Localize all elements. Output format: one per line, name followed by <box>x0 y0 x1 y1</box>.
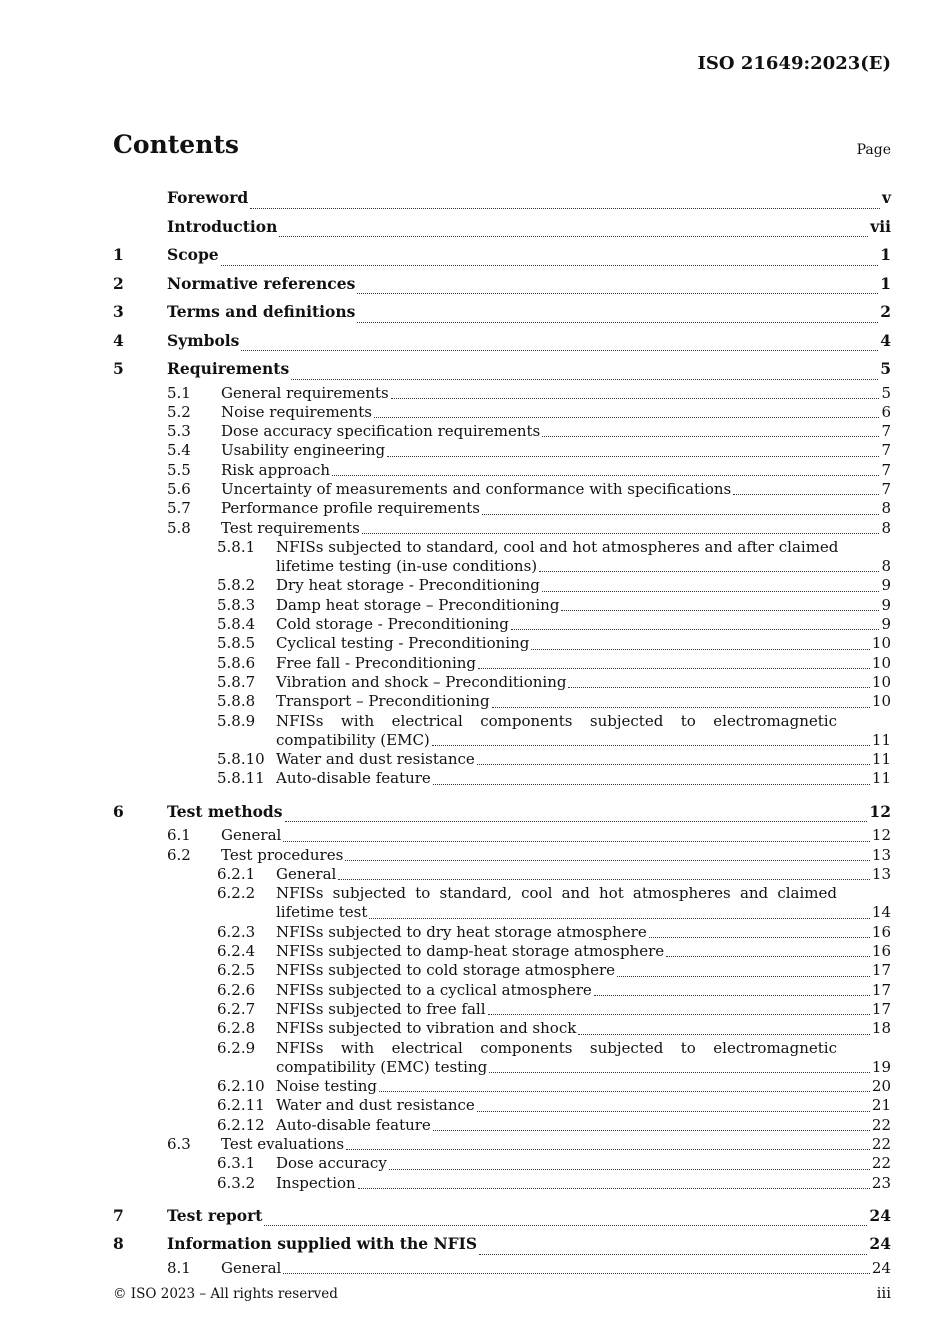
toc-entry-number: 6.3.2 <box>217 1173 256 1192</box>
toc-entry-number: 6.2.3 <box>217 922 256 941</box>
toc-entry-number: 3 <box>113 302 124 321</box>
toc-entry[interactable] <box>113 241 891 270</box>
toc-entry-title: Information supplied with the NFIS <box>167 1234 478 1254</box>
toc-entry-title: NFISs subjected to dry heat storage atmosphere <box>276 922 647 941</box>
toc-entry-page: 11 <box>871 769 891 788</box>
document-id: ISO 21649:2023(E) <box>697 53 891 74</box>
toc-entry-page: 7 <box>881 479 891 498</box>
toc-entry-number: 1 <box>113 245 124 264</box>
toc-entry[interactable] <box>113 461 891 480</box>
toc-entry[interactable] <box>113 1230 891 1259</box>
toc-entry-title: Uncertainty of measurements and conformance with specifications <box>221 479 732 498</box>
toc-entry-title: Normative references <box>167 273 356 293</box>
toc-entry-title: Symbols <box>167 330 240 350</box>
toc-entry[interactable] <box>113 1259 891 1278</box>
toc-entry[interactable] <box>113 270 891 299</box>
toc-entry-title: NFISs subjected to a cyclical atmosphere <box>276 980 592 999</box>
toc-entry-title: Scope <box>167 245 219 264</box>
toc-entry-title: Risk approach <box>221 460 330 479</box>
toc-entry-title: General requirements <box>221 383 389 402</box>
dot-leader <box>489 1071 870 1073</box>
toc-entry-page: 8 <box>881 557 891 576</box>
toc-entry-title: NFISs subjected to standard, cool and hot atmospheres and claimed <box>276 884 837 903</box>
toc-entry-page: 17 <box>871 980 891 999</box>
dot-leader <box>379 1090 870 1092</box>
dot-leader <box>511 628 880 630</box>
toc-entry-title: Foreword <box>167 188 249 207</box>
toc-entry-title: Performance profile requirements <box>221 499 480 518</box>
toc-entry-number: 5.7 <box>167 499 191 518</box>
toc-entry-number: 5.8.1 <box>217 537 256 556</box>
toc-entry[interactable] <box>113 1019 891 1038</box>
toc-entry-page: 7 <box>881 441 891 460</box>
toc-entry-number: 5.8.8 <box>217 692 256 711</box>
toc-entry-title: Vibration and shock – Preconditioning <box>276 672 567 691</box>
toc-entry-number: 6.1 <box>167 826 191 845</box>
toc-entry-page: 14 <box>871 903 891 922</box>
toc-entry[interactable] <box>113 1096 891 1115</box>
toc-entry-page: 24 <box>869 1205 891 1225</box>
toc-entry-number: 6.2.9 <box>217 1038 256 1057</box>
toc-entry[interactable] <box>113 1077 891 1096</box>
toc-entry[interactable] <box>113 923 891 942</box>
toc-entry-title: NFISs with electrical components subjected to electromagnetic <box>276 1038 837 1057</box>
toc-entry-title: Auto-disable feature <box>276 1115 431 1134</box>
toc-entry-title: Dose accuracy <box>276 1154 387 1173</box>
dot-leader <box>488 1013 870 1015</box>
toc-entry-title: General <box>221 826 282 845</box>
toc-entry-page: 4 <box>880 330 891 350</box>
dot-leader <box>594 994 870 996</box>
toc-entry-title: NFISs subjected to vibration and shock <box>276 1019 577 1038</box>
toc-entry[interactable] <box>113 615 891 634</box>
toc-entry-page: 13 <box>871 845 891 864</box>
toc-entry-page: 5 <box>880 359 891 378</box>
toc-entry-number: 6.2.11 <box>217 1096 265 1115</box>
toc-entry[interactable] <box>113 942 891 961</box>
dot-leader <box>433 783 870 785</box>
toc-entry-number: 6.2.10 <box>217 1077 265 1096</box>
dot-leader <box>482 513 879 515</box>
toc-entry-title-continued: lifetime testing (in-use conditions) <box>276 557 538 576</box>
toc-entry[interactable] <box>113 384 891 403</box>
dot-leader <box>358 1187 870 1189</box>
toc-entry[interactable] <box>113 499 891 518</box>
toc-entry-page: vii <box>870 216 891 236</box>
toc-entry-number: 6.2.5 <box>217 961 256 980</box>
toc-entry-title-continued: compatibility (EMC) testing <box>276 1057 488 1076</box>
toc-entry-page: 2 <box>880 302 891 321</box>
toc-entry-title: Water and dust resistance <box>276 1096 475 1115</box>
toc-entry-title: NFISs subjected to free fall <box>276 999 486 1018</box>
toc-entry-number: 8 <box>113 1234 124 1254</box>
toc-entry-title: Free fall - Preconditioning <box>276 653 477 672</box>
toc-entry-page: 16 <box>871 922 891 941</box>
dot-leader <box>531 648 870 650</box>
toc-entry-page: 19 <box>871 1057 891 1076</box>
toc-entry-number: 5.8.4 <box>217 615 256 634</box>
toc-entry-page: 11 <box>871 730 891 749</box>
toc-entry-title: NFISs subjected to standard, cool and hot atmospheres and after claimed <box>276 537 839 556</box>
toc-entry[interactable] <box>113 826 891 845</box>
toc-entry-title: Test procedures <box>221 845 344 864</box>
toc-entry-page: 7 <box>881 460 891 479</box>
dot-leader <box>221 264 879 266</box>
toc-entry-page: 18 <box>871 1019 891 1038</box>
toc-entry-page: 9 <box>881 576 891 595</box>
toc-entry-number: 5.2 <box>167 402 191 421</box>
toc-entry[interactable] <box>113 961 891 980</box>
toc-entry-page: 9 <box>881 595 891 614</box>
toc-entry[interactable] <box>113 1116 891 1135</box>
toc-entry-number: 5.6 <box>167 479 191 498</box>
toc-entry-title: Noise requirements <box>221 402 372 421</box>
toc-entry-number: 5.8.11 <box>217 769 265 788</box>
toc-entry-number: 6.3.1 <box>217 1154 256 1173</box>
toc-entry-number: 6.2 <box>167 845 191 864</box>
dot-leader <box>733 493 879 495</box>
toc-entry-number: 5.5 <box>167 460 191 479</box>
toc-entry[interactable] <box>113 298 891 327</box>
toc-entry[interactable] <box>113 1202 891 1231</box>
toc-entry[interactable] <box>113 213 891 242</box>
toc-entry-title: Dose accuracy specification requirements <box>221 422 541 441</box>
toc-entry-page: 21 <box>871 1096 891 1115</box>
toc-entry[interactable] <box>113 673 891 692</box>
toc-entry-page: 6 <box>881 402 891 421</box>
toc-entry-page: 10 <box>871 653 891 672</box>
toc-entry-number: 8.1 <box>167 1258 191 1277</box>
toc-entry-page: 1 <box>880 273 891 293</box>
toc-entry[interactable] <box>113 865 891 884</box>
dot-leader <box>374 416 880 418</box>
toc-entry-number: 6.2.7 <box>217 999 256 1018</box>
toc-entry-number: 6.2.8 <box>217 1019 256 1038</box>
toc-entry-page: 10 <box>871 692 891 711</box>
dot-leader <box>241 349 878 351</box>
dot-leader <box>561 609 879 611</box>
toc-entry-number: 5.8.3 <box>217 595 256 614</box>
dot-leader <box>387 455 879 457</box>
toc-entry[interactable] <box>113 634 891 653</box>
toc-entry-page: 17 <box>871 961 891 980</box>
toc-entry-title: General <box>276 864 337 883</box>
toc-entry-number: 5.8 <box>167 518 191 537</box>
dot-leader <box>479 1253 867 1255</box>
toc-entry[interactable] <box>113 692 891 711</box>
toc-entry-page: v <box>881 188 891 207</box>
dot-leader <box>649 936 870 938</box>
toc-entry-number: 5.1 <box>167 383 191 402</box>
toc-entry-title: Test report <box>167 1205 263 1225</box>
toc-entry-title: NFISs subjected to damp-heat storage atmosphere <box>276 942 665 961</box>
toc-entry[interactable] <box>113 846 891 865</box>
toc-entry-page: 9 <box>881 615 891 634</box>
dot-leader <box>291 378 878 380</box>
toc-entry-page: 20 <box>871 1077 891 1096</box>
toc-entry-title: Damp heat storage – Preconditioning <box>276 595 560 614</box>
dot-leader <box>285 820 868 822</box>
toc-entry-page: 17 <box>871 999 891 1018</box>
toc-entry-number: 6.2.2 <box>217 884 256 903</box>
toc-entry-page: 22 <box>871 1115 891 1134</box>
toc-entry-title: Water and dust resistance <box>276 750 475 769</box>
dot-leader <box>346 1148 870 1150</box>
toc-entry-title: Usability engineering <box>221 441 386 460</box>
dot-leader <box>617 975 870 977</box>
toc-entry-title: Test requirements <box>221 518 360 537</box>
dot-leader <box>264 1224 867 1226</box>
toc-entry-number: 6 <box>113 801 124 821</box>
toc-entry-number: 5.8.2 <box>217 576 256 595</box>
page-column-label: Page <box>856 142 891 158</box>
toc-entry-title: Terms and definitions <box>167 302 356 321</box>
toc-entry-title: NFISs subjected to cold storage atmosphere <box>276 961 616 980</box>
dot-leader <box>332 474 879 476</box>
toc-entry-number: 5.8.6 <box>217 653 256 672</box>
toc-entry[interactable] <box>113 981 891 1000</box>
toc-entry-title: Transport – Preconditioning <box>276 692 490 711</box>
toc-entry-title: Noise testing <box>276 1077 377 1096</box>
dot-leader <box>578 1033 870 1035</box>
toc-entry-title-continued: compatibility (EMC) <box>276 730 430 749</box>
page-number: iii <box>876 1284 891 1302</box>
toc-entry-number: 5 <box>113 359 124 378</box>
toc-entry[interactable] <box>113 538 891 577</box>
toc-entry-number: 2 <box>113 273 124 293</box>
dot-leader <box>432 744 870 746</box>
toc-entry[interactable] <box>113 355 891 384</box>
dot-leader <box>568 686 869 688</box>
dot-leader <box>492 706 870 708</box>
toc-entry-number: 5.8.5 <box>217 634 256 653</box>
toc-entry[interactable] <box>113 654 891 673</box>
toc-entry[interactable] <box>113 596 891 615</box>
toc-entry[interactable] <box>113 750 891 769</box>
toc-entry-title: Requirements <box>167 359 290 378</box>
toc-entry-page: 13 <box>871 864 891 883</box>
toc-entry-page: 10 <box>871 634 891 653</box>
toc-entry-number: 5.3 <box>167 422 191 441</box>
toc-entry-number: 6.2.1 <box>217 864 256 883</box>
toc-entry[interactable] <box>113 1174 891 1193</box>
dot-leader <box>283 1272 870 1274</box>
toc-entry[interactable] <box>113 327 891 356</box>
toc-entry[interactable] <box>113 712 891 751</box>
toc-entry-page: 22 <box>871 1154 891 1173</box>
toc-entry[interactable] <box>113 519 891 538</box>
toc-entry-page: 5 <box>881 383 891 402</box>
toc-entry-page: 1 <box>880 245 891 264</box>
toc-entry[interactable] <box>113 884 891 923</box>
toc-entry[interactable] <box>113 798 891 827</box>
dot-leader <box>477 1110 870 1112</box>
toc-entry-title: General <box>221 1258 282 1277</box>
table-of-contents <box>113 184 891 1278</box>
toc-entry[interactable] <box>113 1000 891 1019</box>
dot-leader <box>357 321 878 323</box>
toc-entry[interactable] <box>113 480 891 499</box>
toc-entry-page: 12 <box>871 826 891 845</box>
toc-entry-number: 6.2.4 <box>217 942 256 961</box>
toc-entry-page: 12 <box>869 801 891 821</box>
toc-entry-number: 5.8.10 <box>217 750 265 769</box>
dot-leader <box>391 397 880 399</box>
toc-entry-title: Dry heat storage - Preconditioning <box>276 576 540 595</box>
toc-entry-page: 11 <box>871 750 891 769</box>
toc-entry[interactable] <box>113 576 891 595</box>
dot-leader <box>250 207 880 209</box>
dot-leader <box>369 917 870 919</box>
toc-entry-number: 6.3 <box>167 1134 191 1153</box>
toc-entry-number: 4 <box>113 330 124 350</box>
dot-leader <box>666 955 870 957</box>
dot-leader <box>389 1168 870 1170</box>
toc-entry-title: Test methods <box>167 801 283 821</box>
dot-leader <box>283 840 870 842</box>
toc-entry-title: Test evaluations <box>221 1134 345 1153</box>
toc-entry[interactable] <box>113 441 891 460</box>
dot-leader <box>362 532 880 534</box>
toc-entry-title: Auto-disable feature <box>276 769 431 788</box>
dot-leader <box>338 878 870 880</box>
dot-leader <box>539 570 879 572</box>
toc-entry[interactable] <box>113 1135 891 1154</box>
toc-entry-page: 16 <box>871 942 891 961</box>
toc-entry-page: 7 <box>881 422 891 441</box>
toc-entry[interactable] <box>113 403 891 422</box>
toc-entry-page: 10 <box>871 672 891 691</box>
toc-entry-title: Inspection <box>276 1173 356 1192</box>
dot-leader <box>279 235 868 237</box>
toc-entry-number: 5.8.9 <box>217 711 256 730</box>
dot-leader <box>542 590 880 592</box>
toc-entry[interactable] <box>113 184 891 213</box>
toc-entry[interactable] <box>113 422 891 441</box>
toc-entry-number: 7 <box>113 1205 124 1225</box>
toc-entry-number: 6.2.6 <box>217 980 256 999</box>
dot-leader <box>477 763 870 765</box>
dot-leader <box>357 292 878 294</box>
toc-entry[interactable] <box>113 1154 891 1173</box>
toc-entry[interactable] <box>113 1039 891 1078</box>
toc-entry-title: Cold storage - Preconditioning <box>276 615 509 634</box>
toc-entry-page: 24 <box>871 1258 891 1277</box>
dot-leader <box>478 667 870 669</box>
toc-entry-number: 6.2.12 <box>217 1115 265 1134</box>
toc-entry-title: Cyclical testing - Preconditioning <box>276 634 530 653</box>
dot-leader <box>345 859 870 861</box>
dot-leader <box>542 435 879 437</box>
copyright-notice: © ISO 2023 – All rights reserved <box>113 1286 338 1302</box>
toc-entry[interactable] <box>113 769 891 788</box>
toc-entry-page: 24 <box>869 1234 891 1254</box>
toc-entry-number: 5.8.7 <box>217 672 256 691</box>
toc-entry-page: 8 <box>881 518 891 537</box>
contents-heading: Contents <box>113 130 240 159</box>
toc-entry-number: 5.4 <box>167 441 191 460</box>
toc-entry-title-continued: lifetime test <box>276 903 368 922</box>
toc-entry-page: 22 <box>871 1134 891 1153</box>
toc-entry-title: Introduction <box>167 216 278 236</box>
dot-leader <box>433 1129 870 1131</box>
toc-entry-page: 23 <box>871 1173 891 1192</box>
toc-entry-page: 8 <box>881 499 891 518</box>
toc-entry-title: NFISs with electrical components subjected to electromagnetic <box>276 711 837 730</box>
